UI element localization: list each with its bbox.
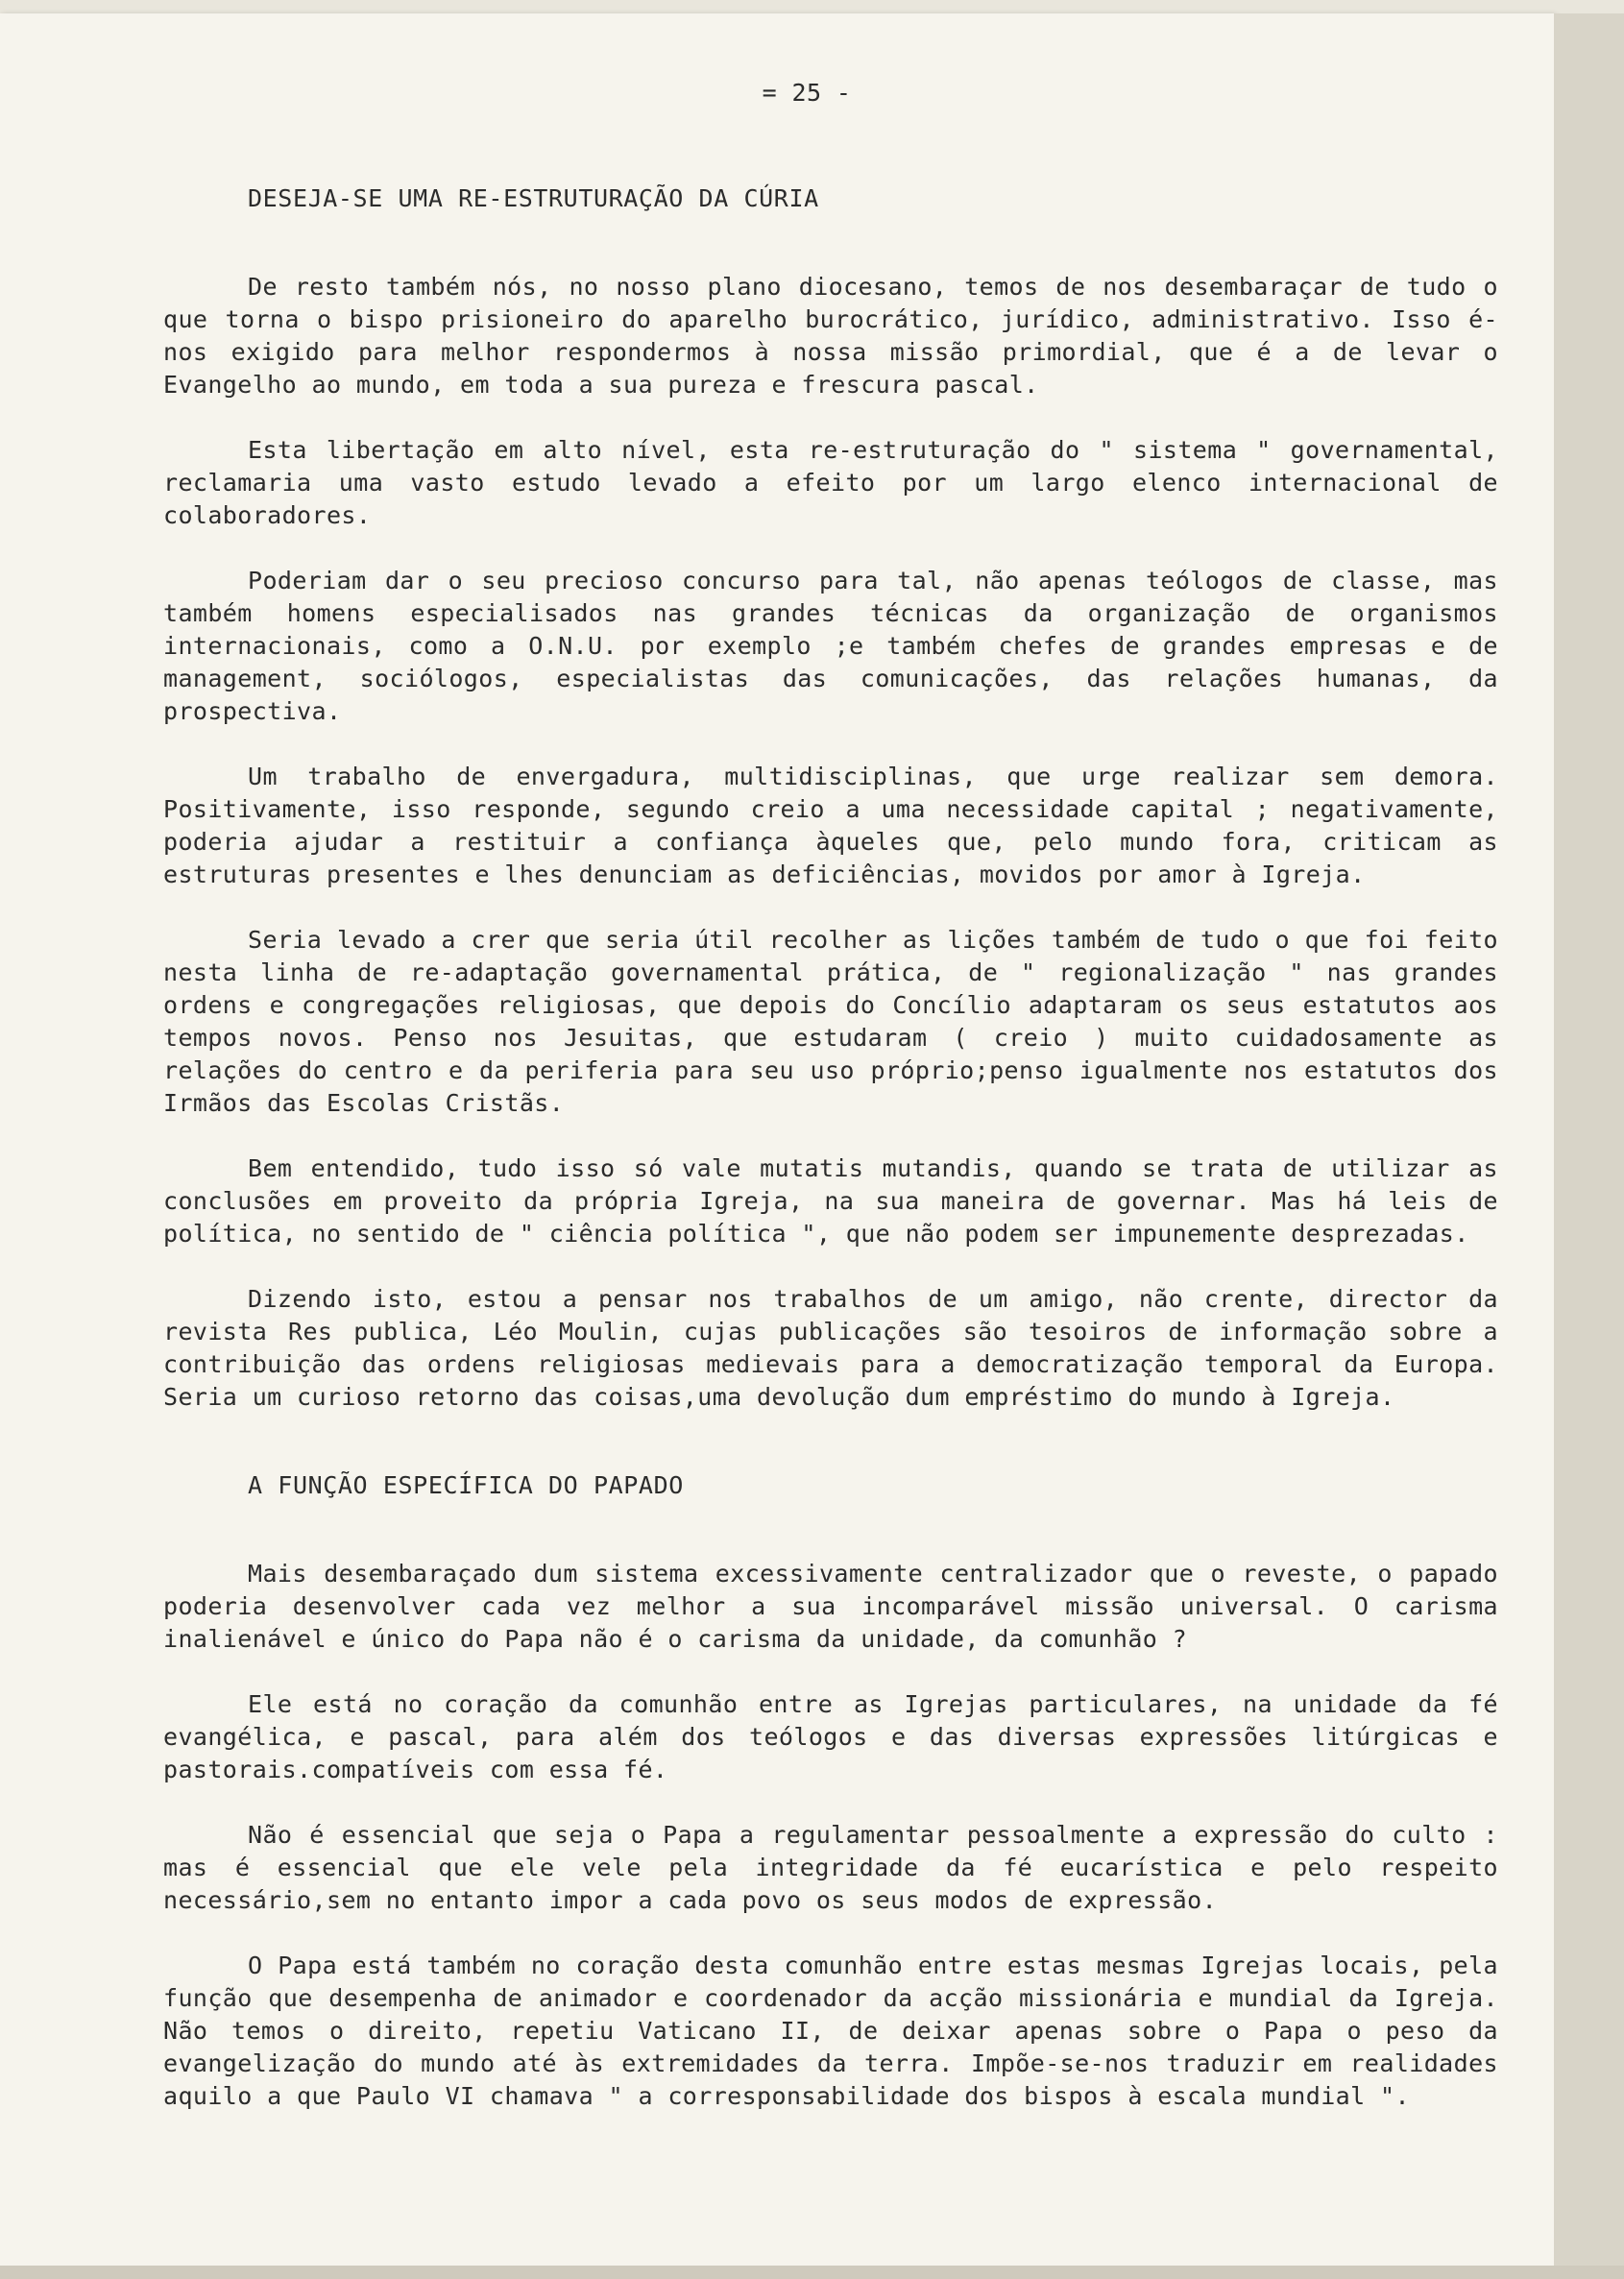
paragraph: De resto também nós, no nosso plano diocesano, temos de nos desembaraçar de tudo o que torna o bispo prisioneiro do aparelho burocrático, jurídico, administrativo. Isso é-nos exigido para melhor respondermos à nossa missão primordial, que é a de levar o Evangelho ao mundo, em toda a sua pureza e frescura pascal. — [163, 273, 1498, 399]
paragraph: Esta libertação em alto nível, esta re-estruturação do " sistema " governamental, reclamaria uma vasto estudo levado a efeito por um largo elenco internacional de colaboradores. — [163, 436, 1498, 529]
page-number: = 25 - — [762, 79, 852, 107]
scan-background-bottom — [0, 2266, 1624, 2279]
scan-background-right — [1554, 13, 1624, 2279]
paragraph: Ele está no coração da comunhão entre as Igrejas particulares, na unidade da fé evangélica, e pascal, para além dos teólogos e das diversas expressões litúrgicas e pastorais.compatíveis com essa fé. — [163, 1690, 1498, 1783]
paragraph: Seria levado a crer que seria útil recolher as lições também de tudo o que foi feito nesta linha de re-adaptação governamental prática, de " regionalização " nas grandes ordens e congregações religiosas, que depois do Concílio adaptaram os seus estatutos aos tempos novos. Penso nos Jesuitas, que estudaram ( creio ) muito cuidadosamente as relações do centro e da periferia para seu uso próprio;penso igualmente nos estatutos dos Irmãos das Escolas Cristãs. — [163, 926, 1498, 1117]
paragraph: Poderiam dar o seu precioso concurso para tal, não apenas teólogos de classe, mas também homens especialisados nas grandes técnicas da organização de organismos internacionais, como a O.N.U. por exemplo ;e também chefes de grandes empresas e de management, sociólogos, especialistas das comunicações, das relações humanas, da prospectiva. — [163, 567, 1498, 725]
paragraph: Dizendo isto, estou a pensar nos trabalhos de um amigo, não crente, director da revista Res publica, Léo Moulin, cujas publicações são tesoiros de informação sobre a contribuição das ordens religiosas medievais para a democratização temporal da Europa. Seria um curioso retorno das coisas,uma devolução dum empréstimo do mundo à Igreja. — [163, 1285, 1498, 1411]
paragraph: Bem entendido, tudo isso só vale mutatis mutandis, quando se trata de utilizar as conclusões em proveito da própria Igreja, na sua maneira de governar. Mas há leis de política, no sentido de " ciência política ", que não podem ser impunemente desprezadas. — [163, 1154, 1498, 1248]
section-heading-curia: DESEJA-SE UMA RE-ESTRUTURAÇÃO DA CÚRIA — [248, 184, 819, 212]
section-heading-papado: A FUNÇÃO ESPECÍFICA DO PAPADO — [248, 1471, 684, 1499]
page-content — [163, 77, 1498, 2113]
paragraph: Mais desembaraçado dum sistema excessivamente centralizador que o reveste, o papado poderia desenvolver cada vez melhor a sua incomparável missão universal. O carisma inalienável e único do Papa não é o carisma da unidade, da comunhão ? — [163, 1560, 1498, 1653]
paragraph: Não é essencial que seja o Papa a regulamentar pessoalmente a expressão do culto : mas é essencial que ele vele pela integridade da fé eucarística e pelo respeito necessário,sem no entanto impor a cada povo os seus modos de expressão. — [163, 1821, 1498, 1914]
paragraph: Um trabalho de envergadura, multidisciplinas, que urge realizar sem demora. Positivamente, isso responde, segundo creio a uma necessidade capital ; negativamente, poderia ajudar a restituir a confiança àqueles que, pelo mundo fora, criticam as estruturas presentes e lhes denunciam as deficiências, movidos por amor à Igreja. — [163, 763, 1498, 888]
paragraph: O Papa está também no coração desta comunhão entre estas mesmas Igrejas locais, pela função que desempenha de animador e coordenador da acção missionária e mundial da Igreja. Não temos o direito, repetiu Vaticano II, de deixar apenas sobre o Papa o peso da evangelização do mundo até às extremidades da terra. Impõe-se-nos traduzir em realidades aquilo a que Paulo VI chamava " a corresponsabilidade dos bispos à escala mundial ". — [163, 1952, 1498, 2110]
